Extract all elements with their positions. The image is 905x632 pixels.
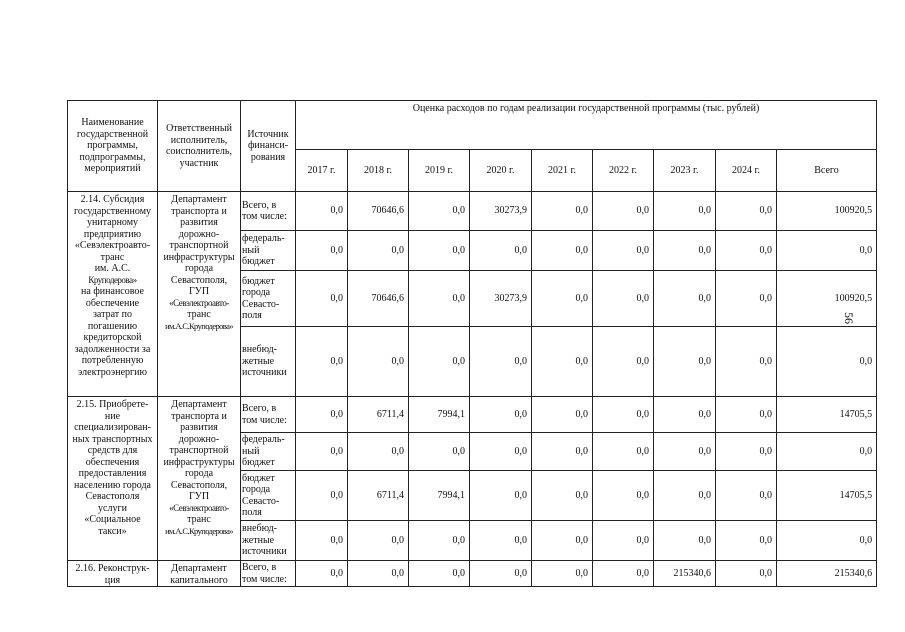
text-line: ный [242, 244, 260, 256]
value-cell: 0,0 [296, 192, 348, 231]
value-cell: 0,0 [470, 397, 532, 433]
text-line: рования [250, 151, 286, 163]
text-line: соисполнитель, [165, 146, 232, 157]
value-cell: 14705,5 [777, 471, 877, 521]
text-line: «Севэлектроавто- [74, 240, 151, 251]
text-line: транспорта и [171, 410, 227, 422]
value-cell: 70646,6 [348, 192, 409, 231]
value-cell: 0,0 [470, 471, 532, 521]
text-line: Севастополя, [170, 479, 228, 491]
value-cell: 0,0 [716, 327, 777, 397]
value-cell: 7994,1 [409, 397, 470, 433]
text-line: транс [187, 514, 211, 525]
header-year: 2023 г. [654, 150, 716, 192]
value-cell: 0,0 [348, 561, 409, 587]
text-line: ция [104, 574, 121, 586]
header-year: 2018 г. [348, 150, 409, 192]
value-cell: 0,0 [348, 521, 409, 561]
funding-source [241, 271, 296, 327]
text-line: Источник [247, 128, 289, 140]
value-cell: 0,0 [409, 561, 470, 587]
value-cell: 0,0 [716, 561, 777, 587]
text-line: предоставления [78, 468, 147, 479]
text-line: им.А.С.Круподерова» [165, 525, 233, 536]
text-line: специализирован- [74, 422, 151, 433]
text-line: инфраструктуры [163, 251, 235, 263]
text-line: Всего, в [242, 562, 277, 573]
value-cell: 0,0 [593, 521, 654, 561]
text-line: Всего, в [242, 199, 277, 211]
header-group: Оценка расходов по годам реализации государственной программы (тыс. рублей) [296, 101, 877, 150]
value-cell: 0,0 [409, 521, 470, 561]
text-line: бюджет [242, 256, 275, 268]
header-year: 2021 г. [532, 150, 593, 192]
text-line: средств для [87, 445, 138, 456]
value-cell: 0,0 [532, 397, 593, 433]
text-line: обеспечения [85, 456, 140, 468]
funding-source [241, 397, 296, 433]
value-cell: 0,0 [593, 192, 654, 231]
text-line: финанси- [247, 140, 289, 152]
text-line: внебюд- [242, 344, 277, 356]
text-line: города [184, 263, 214, 274]
value-cell: 0,0 [470, 231, 532, 271]
value-cell: 0,0 [296, 561, 348, 587]
header-year: 2017 г. [296, 150, 348, 192]
text-line: государственному [73, 205, 152, 217]
responsible-executor [158, 397, 241, 561]
funding-source [241, 327, 296, 397]
text-line: поля [242, 507, 262, 518]
text-line: государственной [76, 128, 149, 140]
header-name [68, 101, 158, 192]
text-line: предприятию [83, 228, 142, 240]
text-line: города [184, 468, 214, 479]
table-row [68, 192, 877, 231]
header-year: Всего [777, 150, 877, 192]
value-cell: 0,0 [348, 327, 409, 397]
text-line: транс [100, 251, 125, 263]
text-line: развития [180, 422, 218, 433]
value-cell: 0,0 [296, 397, 348, 433]
value-cell: 0,0 [716, 471, 777, 521]
text-line: Департамент [171, 563, 227, 574]
text-line: 2.14. Субсидия [80, 194, 145, 205]
text-line: Севастополя, [170, 274, 228, 286]
funding-source [241, 433, 296, 471]
text-line: Наименование [81, 117, 144, 129]
table-row [68, 561, 877, 587]
funding-source [241, 521, 296, 561]
value-cell: 0,0 [532, 521, 593, 561]
text-line: такси» [98, 525, 127, 537]
value-cell: 0,0 [532, 561, 593, 587]
value-cell: 0,0 [532, 192, 593, 231]
header-responsible [158, 101, 241, 192]
value-cell: 100920,5 [777, 271, 877, 327]
value-cell: 0,0 [470, 327, 532, 397]
value-cell: 0,0 [296, 433, 348, 471]
text-line: том числе: [242, 211, 287, 222]
value-cell: 0,0 [654, 231, 716, 271]
measure-name [68, 192, 158, 397]
text-line: транс [187, 309, 211, 320]
value-cell: 0,0 [654, 521, 716, 561]
text-line: потребленную [81, 355, 144, 366]
value-cell: 0,0 [296, 521, 348, 561]
value-cell: 0,0 [593, 397, 654, 433]
value-cell: 0,0 [777, 433, 877, 471]
value-cell: 0,0 [593, 231, 654, 271]
value-cell: 0,0 [470, 561, 532, 587]
value-cell: 6711,4 [348, 471, 409, 521]
value-cell: 0,0 [348, 433, 409, 471]
value-cell: 0,0 [296, 327, 348, 397]
value-cell: 0,0 [593, 433, 654, 471]
text-line: унитарному [86, 217, 139, 228]
funding-source [241, 192, 296, 231]
text-line: Всего, в [242, 403, 277, 414]
value-cell: 0,0 [348, 231, 409, 271]
value-cell: 0,0 [654, 397, 716, 433]
text-line: ние [104, 410, 121, 422]
text-line: том числе: [242, 414, 287, 426]
text-line: жетные [242, 534, 275, 546]
responsible-executor [158, 192, 241, 397]
value-cell: 0,0 [532, 471, 593, 521]
text-line: задолженности за [74, 343, 151, 355]
value-cell: 0,0 [532, 433, 593, 471]
text-line: города [242, 484, 271, 495]
value-cell: 0,0 [296, 271, 348, 327]
value-cell: 0,0 [777, 327, 877, 397]
value-cell: 215340,6 [777, 561, 877, 587]
text-line: ГУП [188, 491, 210, 502]
value-cell: 0,0 [409, 433, 470, 471]
text-line: ных транспортных [72, 433, 153, 445]
value-cell: 0,0 [654, 327, 716, 397]
value-cell: 0,0 [716, 192, 777, 231]
text-line: участник [179, 157, 219, 169]
value-cell: 0,0 [409, 192, 470, 231]
funding-source [241, 471, 296, 521]
header-year: 2024 г. [716, 150, 777, 192]
value-cell: 100920,5 [777, 192, 877, 231]
text-line: Департамент [171, 399, 227, 410]
text-line: мероприятий [84, 163, 141, 175]
value-cell: 0,0 [716, 271, 777, 327]
funding-source [241, 231, 296, 271]
text-line: жетные [242, 355, 275, 367]
value-cell: 6711,4 [348, 397, 409, 433]
text-line: Департамент [171, 194, 227, 205]
value-cell: 0,0 [716, 397, 777, 433]
value-cell: 0,0 [296, 471, 348, 521]
value-cell: 0,0 [409, 327, 470, 397]
value-cell: 0,0 [532, 231, 593, 271]
text-line: города [242, 287, 271, 298]
text-line: транспортной [169, 240, 229, 251]
text-line: «Севэлектроавто- [169, 502, 229, 513]
text-line: капитального [170, 574, 228, 586]
text-line: Ответственный [166, 123, 232, 134]
value-cell: 0,0 [716, 521, 777, 561]
text-line: Круподерова» [88, 274, 137, 285]
value-cell: 215340,6 [654, 561, 716, 587]
value-cell: 0,0 [777, 521, 877, 561]
text-line: кредиторской [83, 332, 142, 343]
value-cell: 0,0 [716, 433, 777, 471]
text-line: Севастополя [85, 491, 140, 502]
budget-table [67, 100, 877, 587]
value-cell: 0,0 [409, 231, 470, 271]
text-line: внебюд- [242, 523, 277, 535]
responsible-executor [158, 561, 241, 587]
text-line: том числе: [242, 573, 287, 585]
value-cell: 0,0 [296, 231, 348, 271]
header-year: 2020 г. [470, 150, 532, 192]
text-line: электроэнергию [78, 366, 147, 378]
value-cell: 0,0 [654, 271, 716, 327]
header-year: 2019 г. [409, 150, 470, 192]
text-line: подпрограммы, [79, 151, 146, 163]
text-line: инфраструктуры [163, 456, 235, 468]
text-line: 2.15. Приобрете- [76, 399, 149, 410]
value-cell: 14705,5 [777, 397, 877, 433]
text-line: 2.16. Реконструк- [75, 563, 150, 574]
text-line: услуги [98, 502, 127, 514]
text-line: федераль- [242, 434, 285, 446]
text-line: бюджет [242, 472, 275, 484]
text-line: исполнитель, [170, 134, 228, 146]
text-line: населению города [74, 479, 151, 491]
text-line: федераль- [242, 233, 285, 245]
value-cell: 0,0 [654, 433, 716, 471]
text-line: «Социальное [84, 514, 141, 525]
text-line: источники [242, 367, 287, 379]
value-cell: 0,0 [470, 521, 532, 561]
table-row [68, 397, 877, 433]
text-line: «Севэлектроавто- [169, 297, 229, 308]
text-line: Севасто- [242, 298, 280, 310]
text-line: поля [242, 310, 262, 321]
text-line: программы, [87, 140, 138, 152]
value-cell: 0,0 [593, 471, 654, 521]
text-line: обеспечение [85, 297, 140, 309]
value-cell: 7994,1 [409, 471, 470, 521]
value-cell: 0,0 [532, 271, 593, 327]
value-cell: 0,0 [777, 231, 877, 271]
header-source [241, 101, 296, 192]
text-line: Севасто- [242, 495, 280, 507]
funding-source [241, 561, 296, 587]
text-line: затрат по [92, 309, 133, 320]
measure-name [68, 561, 158, 587]
value-cell: 0,0 [593, 271, 654, 327]
value-cell: 30273,9 [470, 192, 532, 231]
page-number: 56 [842, 312, 856, 324]
header-year: 2022 г. [593, 150, 654, 192]
value-cell: 70646,6 [348, 271, 409, 327]
text-line: дорожно- [178, 433, 220, 445]
value-cell: 0,0 [654, 471, 716, 521]
value-cell: 0,0 [593, 327, 654, 397]
value-cell: 30273,9 [470, 271, 532, 327]
text-line: им. А.С. [94, 263, 131, 274]
measure-name [68, 397, 158, 561]
value-cell: 0,0 [409, 271, 470, 327]
value-cell: 0,0 [593, 561, 654, 587]
text-line: транспортной [169, 445, 229, 456]
text-line: транспорта и [171, 205, 227, 217]
text-line: им.А.С.Круподерова» [165, 320, 233, 331]
text-line: развития [180, 217, 218, 228]
header-row-1 [68, 101, 877, 150]
value-cell: 0,0 [532, 327, 593, 397]
value-cell: 0,0 [470, 433, 532, 471]
text-line: бюджет [242, 275, 275, 287]
text-line: погашению [87, 320, 138, 332]
text-line: бюджет [242, 457, 275, 469]
text-line: ГУП [188, 286, 210, 297]
text-line: на финансовое [81, 286, 144, 297]
text-line: источники [242, 546, 287, 558]
text-line: дорожно- [178, 228, 220, 240]
value-cell: 0,0 [716, 231, 777, 271]
text-line: ный [242, 445, 260, 457]
value-cell: 0,0 [654, 192, 716, 231]
